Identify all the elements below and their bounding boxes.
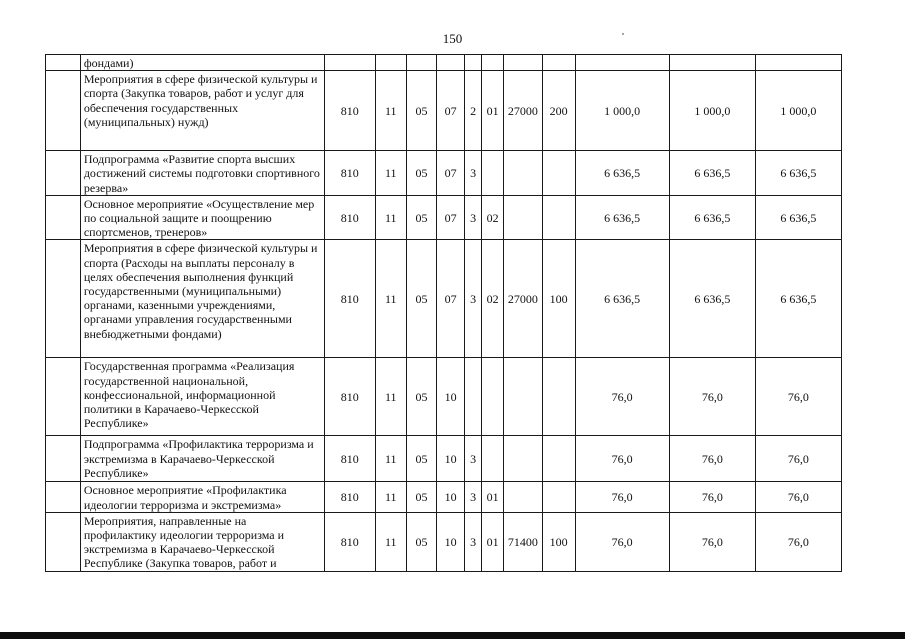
code-program-cell: 10 <box>437 358 465 436</box>
code-direction-cell <box>503 55 542 71</box>
code-event-cell: 01 <box>482 512 504 571</box>
row-number-cell <box>46 240 81 358</box>
amount-year-3-cell: 76,0 <box>755 436 841 482</box>
code-subprogram-cell: 3 <box>464 195 481 240</box>
code-subprogram-cell: 3 <box>464 512 481 571</box>
code-event-cell: 01 <box>482 482 504 512</box>
code-expense-type-cell <box>542 55 575 71</box>
table-row <box>46 358 842 436</box>
amount-year-3-cell: 76,0 <box>755 358 841 436</box>
row-number-cell <box>46 151 81 196</box>
amount-year-1-cell: 76,0 <box>575 358 669 436</box>
code-event-cell: 02 <box>482 195 504 240</box>
code-rz-cell: 11 <box>375 482 406 512</box>
code-expense-type-cell <box>542 482 575 512</box>
amount-year-3-cell: 6 636,5 <box>755 151 841 196</box>
code-rz-cell: 11 <box>375 358 406 436</box>
code-program-cell: 07 <box>437 240 465 358</box>
amount-year-2-cell: 76,0 <box>669 482 755 512</box>
table-row <box>46 71 842 151</box>
table-row <box>46 240 842 358</box>
code-expense-type-cell: 200 <box>542 71 575 151</box>
row-number-cell <box>46 436 81 482</box>
code-subprogram-cell <box>464 55 481 71</box>
row-number-cell <box>46 482 81 512</box>
amount-year-1-cell: 1 000,0 <box>575 71 669 151</box>
code-expense-type-cell <box>542 436 575 482</box>
code-expense-type-cell <box>542 358 575 436</box>
code-direction-cell <box>503 195 542 240</box>
code-subprogram-cell: 3 <box>464 151 481 196</box>
code-direction-cell <box>503 358 542 436</box>
code-subprogram-cell: 2 <box>464 71 481 151</box>
amount-year-2-cell: 76,0 <box>669 436 755 482</box>
budget-table <box>45 54 842 572</box>
amount-year-1-cell: 6 636,5 <box>575 195 669 240</box>
code-gr-cell <box>324 55 375 71</box>
code-program-cell: 10 <box>437 482 465 512</box>
code-event-cell <box>482 436 504 482</box>
code-rz-cell <box>375 55 406 71</box>
scan-speck <box>622 33 624 35</box>
code-direction-cell: 27000 <box>503 71 542 151</box>
code-subprogram-cell: 3 <box>464 240 481 358</box>
code-program-cell <box>437 55 465 71</box>
code-event-cell <box>482 358 504 436</box>
row-name-cell: фондами) <box>80 55 324 71</box>
code-pr-cell: 05 <box>406 512 437 571</box>
code-pr-cell: 05 <box>406 240 437 358</box>
amount-year-3-cell: 6 636,5 <box>755 195 841 240</box>
code-pr-cell: 05 <box>406 436 437 482</box>
amount-year-2-cell <box>669 55 755 71</box>
table-row <box>46 482 842 512</box>
amount-year-1-cell: 76,0 <box>575 512 669 571</box>
row-name-cell: Подпрограмма «Профилактика терроризма и экстремизма в Карачаево-Черкесской Республике» <box>80 436 324 482</box>
amount-year-1-cell: 76,0 <box>575 436 669 482</box>
table-row <box>46 195 842 240</box>
amount-year-3-cell: 76,0 <box>755 512 841 571</box>
code-gr-cell: 810 <box>324 358 375 436</box>
code-pr-cell: 05 <box>406 151 437 196</box>
code-gr-cell: 810 <box>324 436 375 482</box>
code-expense-type-cell: 100 <box>542 240 575 358</box>
row-name-cell: Основное мероприятие «Осуществление мер по социальной защите и поощрению спортсменов, тренеров» <box>80 195 324 240</box>
code-pr-cell <box>406 55 437 71</box>
code-direction-cell <box>503 151 542 196</box>
code-gr-cell: 810 <box>324 240 375 358</box>
code-program-cell: 07 <box>437 195 465 240</box>
code-gr-cell: 810 <box>324 195 375 240</box>
amount-year-1-cell: 6 636,5 <box>575 240 669 358</box>
amount-year-2-cell: 6 636,5 <box>669 151 755 196</box>
amount-year-1-cell <box>575 55 669 71</box>
row-number-cell <box>46 512 81 571</box>
code-pr-cell: 05 <box>406 71 437 151</box>
amount-year-1-cell: 6 636,5 <box>575 151 669 196</box>
code-subprogram-cell <box>464 358 481 436</box>
row-number-cell <box>46 71 81 151</box>
code-direction-cell <box>503 482 542 512</box>
row-name-cell: Мероприятия в сфере физической культуры и спорта (Расходы на выплаты персоналу в целях обеспечения выполнения функций государственными (муниципальными) органами, казенными учреждениями, органами управления государственными внебюджетными фондами) <box>80 240 324 358</box>
table-row <box>46 512 842 571</box>
amount-year-1-cell: 76,0 <box>575 482 669 512</box>
table-row <box>46 436 842 482</box>
code-direction-cell <box>503 436 542 482</box>
code-rz-cell: 11 <box>375 71 406 151</box>
page-number: 150 <box>442 31 463 46</box>
code-rz-cell: 11 <box>375 240 406 358</box>
code-pr-cell: 05 <box>406 482 437 512</box>
row-name-cell: Государственная программа «Реализация государственной национальной, конфессиональной, информационной политики в Карачаево-Черкесской Республике» <box>80 358 324 436</box>
row-number-cell <box>46 195 81 240</box>
code-pr-cell: 05 <box>406 358 437 436</box>
row-name-cell: Мероприятия, направленные на профилактику идеологии терроризма и экстремизма в Карачаево-Черкесской Республике (Закупка товаров, работ и <box>80 512 324 571</box>
code-gr-cell: 810 <box>324 512 375 571</box>
amount-year-2-cell: 1 000,0 <box>669 71 755 151</box>
amount-year-3-cell: 76,0 <box>755 482 841 512</box>
code-rz-cell: 11 <box>375 151 406 196</box>
code-expense-type-cell <box>542 151 575 196</box>
code-rz-cell: 11 <box>375 512 406 571</box>
amount-year-2-cell: 76,0 <box>669 512 755 571</box>
code-event-cell: 01 <box>482 71 504 151</box>
code-direction-cell: 71400 <box>503 512 542 571</box>
code-event-cell <box>482 55 504 71</box>
code-expense-type-cell: 100 <box>542 512 575 571</box>
amount-year-3-cell: 1 000,0 <box>755 71 841 151</box>
code-pr-cell: 05 <box>406 195 437 240</box>
code-program-cell: 07 <box>437 71 465 151</box>
amount-year-2-cell: 6 636,5 <box>669 240 755 358</box>
code-direction-cell: 27000 <box>503 240 542 358</box>
code-expense-type-cell <box>542 195 575 240</box>
row-number-cell <box>46 55 81 71</box>
scan-bottom-edge <box>0 632 905 639</box>
code-program-cell: 10 <box>437 436 465 482</box>
code-rz-cell: 11 <box>375 436 406 482</box>
code-program-cell: 10 <box>437 512 465 571</box>
code-rz-cell: 11 <box>375 195 406 240</box>
table-row <box>46 151 842 196</box>
code-subprogram-cell: 3 <box>464 482 481 512</box>
code-event-cell <box>482 151 504 196</box>
row-name-cell: Основное мероприятие «Профилактика идеологии терроризма и экстремизма» <box>80 482 324 512</box>
code-gr-cell: 810 <box>324 71 375 151</box>
amount-year-3-cell: 6 636,5 <box>755 240 841 358</box>
amount-year-3-cell <box>755 55 841 71</box>
code-gr-cell: 810 <box>324 482 375 512</box>
row-number-cell <box>46 358 81 436</box>
row-name-cell: Подпрограмма «Развитие спорта высших достижений системы подготовки спортивного резерва» <box>80 151 324 196</box>
code-gr-cell: 810 <box>324 151 375 196</box>
code-subprogram-cell: 3 <box>464 436 481 482</box>
code-event-cell: 02 <box>482 240 504 358</box>
amount-year-2-cell: 6 636,5 <box>669 195 755 240</box>
table-row <box>46 55 842 71</box>
amount-year-2-cell: 76,0 <box>669 358 755 436</box>
row-name-cell: Мероприятия в сфере физической культуры и спорта (Закупка товаров, работ и услуг для обеспечения государственных (муниципальных) нужд) <box>80 71 324 151</box>
code-program-cell: 07 <box>437 151 465 196</box>
